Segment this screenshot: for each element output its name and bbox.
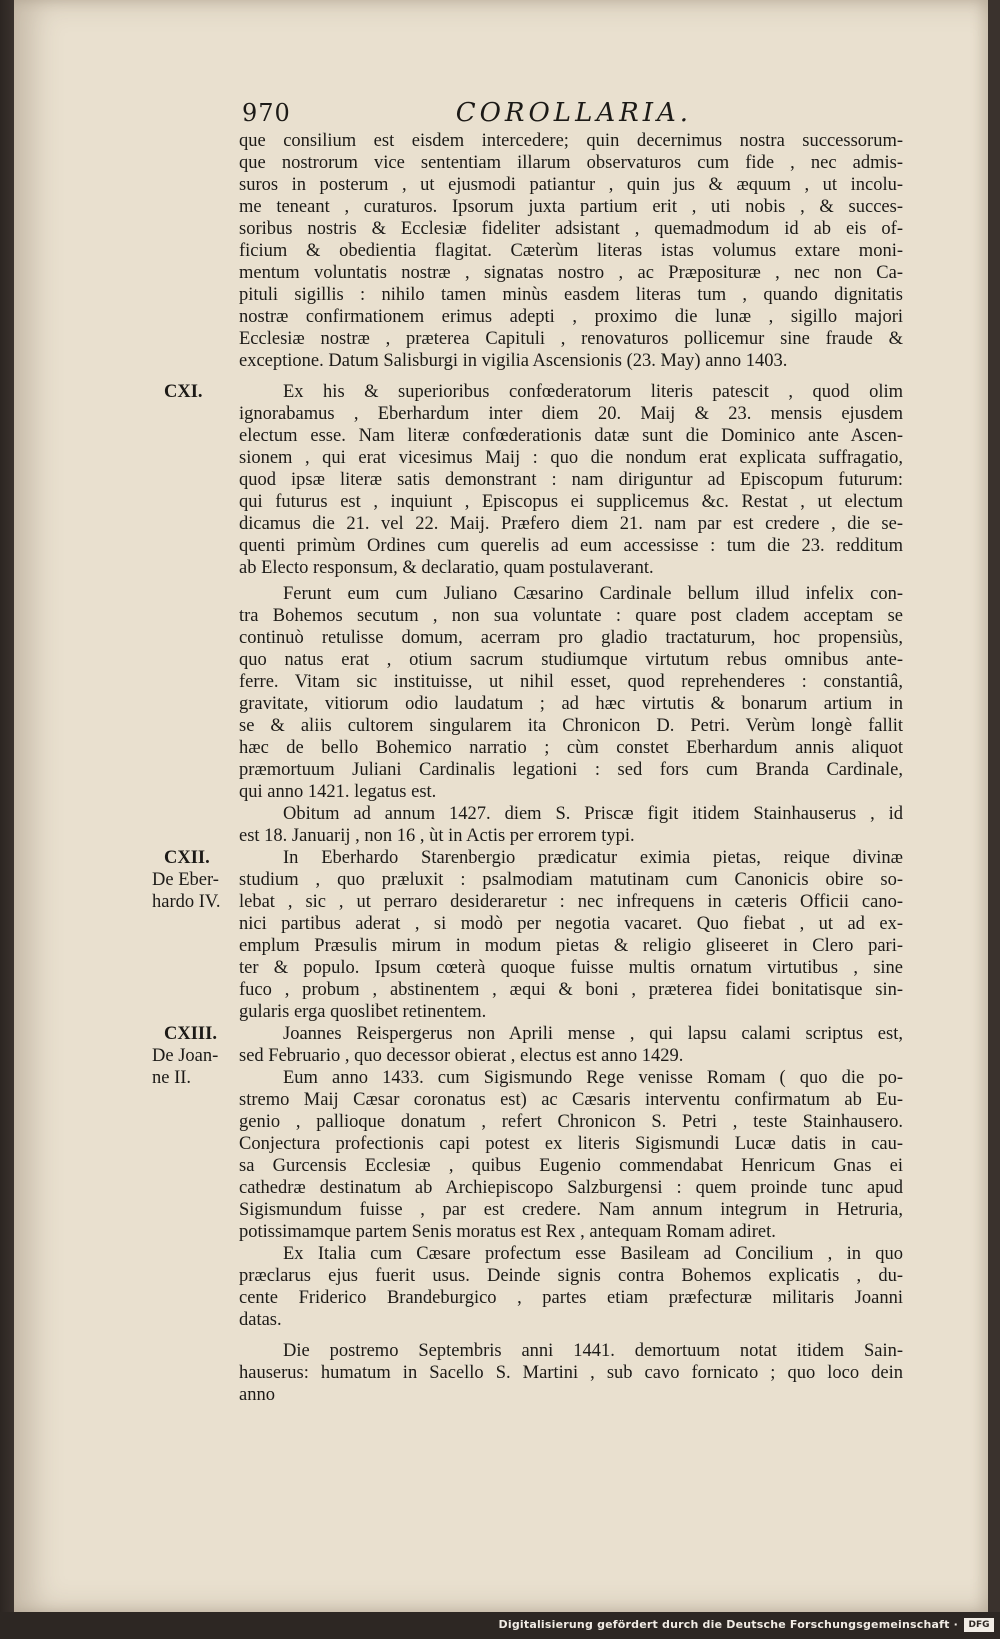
text-line: que nostrorum vice sententiam illarum observaturos cum fide , nec admis- bbox=[239, 153, 903, 173]
viewer-footer bbox=[0, 1612, 1000, 1639]
text-line: gularis erga quoslibet retinentem. bbox=[239, 1002, 487, 1022]
paragraph bbox=[14, 847, 988, 1023]
page-number: 970 bbox=[242, 99, 291, 127]
text-line: ter & populo. Ipsum cœterà quoque fuisse multis ornatum virtutibus , sine bbox=[239, 958, 903, 978]
text-line: præmortuum Juliani Cardinalis legationi : sed fors cum Branda Cardinale, bbox=[239, 760, 903, 780]
text-line: qui anno 1421. legatus est. bbox=[239, 782, 437, 802]
paragraph bbox=[14, 130, 988, 372]
paragraph bbox=[14, 583, 988, 803]
text-line: Ex his & superioribus confœderatorum literis patescit , quod olim bbox=[283, 382, 903, 402]
margin-note: ne II. bbox=[152, 1068, 192, 1088]
text-line: Ecclesiæ nostræ , præterea Capituli , renovaturos pollicemur sine fraude & bbox=[239, 329, 903, 349]
text-line: ficium & obedientia flagitat. Cæterùm literas istas volumus extare moni- bbox=[239, 241, 903, 261]
text-line: me teneant , curaturos. Ipsorum juxta partium erit , uti nobis , & succes- bbox=[239, 197, 903, 217]
text-line: In Eberhardo Starenbergio prædicatur eximia pietas, reique divinæ bbox=[283, 848, 903, 868]
text-line: Die postremo Septembris anni 1441. demortuum notat itidem Sain- bbox=[283, 1341, 903, 1361]
text-line: ignorabamus , Eberhardum inter diem 20. Maij & 23. mensis ejusdem bbox=[239, 404, 903, 424]
paragraph bbox=[14, 1340, 988, 1406]
text-line: quod ipsæ literæ satis demonstrant : nam diriguntur ad Episcopum futurum: bbox=[239, 470, 903, 490]
paragraph bbox=[14, 803, 988, 847]
text-line: potissimamque partem Senis moratus est Rex , antequam Romam adiret. bbox=[239, 1222, 776, 1242]
text-line: Ferunt eum cum Juliano Cæsarino Cardinale bellum illud infelix con- bbox=[283, 584, 903, 604]
text-line: nostræ confirmationem erimus adepti , proximo die lunæ , sigillo majori bbox=[239, 307, 903, 327]
text-line: stremo Maij Cæsar coronatus est) ac Cæsaris interventu confirmatum ab Eu- bbox=[239, 1090, 903, 1110]
paragraph bbox=[14, 381, 988, 579]
text-line: dicamus die 21. vel 22. Maij. Præfero diem 21. nam par est credere , die se- bbox=[239, 514, 903, 534]
text-line: Obitum ad annum 1427. diem S. Priscæ figit itidem Stainhauserus , id bbox=[283, 804, 903, 824]
text-line: genio , pallioque donatum , refert Chronicon S. Petri , teste Stainhausero. bbox=[239, 1112, 903, 1132]
text-line: Eum anno 1433. cum Sigismundo Rege venisse Romam ( quo die po- bbox=[283, 1068, 903, 1088]
text-line: sed Februario , quo decessor obierat , electus est anno 1429. bbox=[239, 1046, 684, 1066]
text-line: quo natus erat , otium sacrum studiumque virtutum rebus omnibus ante- bbox=[239, 650, 903, 670]
text-line: Conjectura profectionis capi potest ex literis Sigismundi Lucæ datis in cau- bbox=[239, 1134, 903, 1154]
text-line: datas. bbox=[239, 1310, 282, 1330]
text-line: cathedræ destinatum ab Archiepiscopo Salzburgensi : quem proinde tunc apud bbox=[239, 1178, 903, 1198]
text-line: studium , quo præluxit : psalmodiam matutinam cum Canonicis obire so- bbox=[239, 870, 903, 890]
text-line: Ex Italia cum Cæsare profectum esse Basileam ad Concilium , in quo bbox=[283, 1244, 903, 1264]
section-number: CXI. bbox=[164, 382, 203, 402]
text-line: sionem , qui erat vicesimus Maij : quo die nondum erat explicata suffragatio, bbox=[239, 448, 903, 468]
text-line: anno bbox=[239, 1385, 275, 1405]
text-line: soribus nostris & Ecclesiæ fideliter adsistant , quemadmodum id ab eis of- bbox=[239, 219, 903, 239]
running-head: COROLLARIA. bbox=[455, 98, 692, 128]
text-line: quenti primùm Ordines cum querelis ad eum accessisse : tum die 23. redditum bbox=[239, 536, 903, 556]
text-line: ferre. Vitam sic instituisse, ut nihil esset, quod reprehenderes : constantiâ, bbox=[239, 672, 903, 692]
section-number: CXIII. bbox=[164, 1024, 217, 1044]
margin-note: hardo IV. bbox=[152, 892, 221, 912]
text-line: que consilium est eisdem intercedere; quin decernimus nostra successorum- bbox=[239, 131, 903, 151]
dfg-logo: DFG bbox=[964, 1618, 994, 1632]
page-body bbox=[14, 130, 988, 1406]
text-line: Sigismundum fuisse , par est credere. Nam annum integrum in Hetruria, bbox=[239, 1200, 903, 1220]
paragraph bbox=[14, 1067, 988, 1243]
text-line: præclarus ejus fuerit usus. Deinde signis contra Bohemos explicatis , du- bbox=[239, 1266, 903, 1286]
text-line: hæc de bello Bohemico narratio ; cùm constet Eberhardum annis aliquot bbox=[239, 738, 903, 758]
text-line: fuco , probum , abstinentem , æqui & boni , præterea fidei bonitatisque sin- bbox=[239, 980, 903, 1000]
text-line: hauserus: humatum in Sacello S. Martini , sub cavo fornicato ; quo loco dein bbox=[239, 1363, 903, 1383]
text-line: electum esse. Nam literæ confœderationis datæ sunt die Dominico ante Ascen- bbox=[239, 426, 903, 446]
text-line: exceptione. Datum Salisburgi in vigilia Ascensionis (23. May) anno 1403. bbox=[239, 351, 788, 371]
page-header bbox=[242, 98, 692, 128]
text-line: nici partibus aderat , si modò per negotia vacaret. Quo fiebat , ut ad ex- bbox=[239, 914, 903, 934]
text-line: est 18. Januarij , non 16 , ùt in Actis per errorem typi. bbox=[239, 826, 635, 846]
text-line: gravitate, vitiorum odio laudatum ; ad hæc virtutis & bonarum artium in bbox=[239, 694, 903, 714]
text-line: sa Gurcensis Ecclesiæ , quibus Eugenio commendabat Henricum Gnas ei bbox=[239, 1156, 903, 1176]
paragraph bbox=[14, 1243, 988, 1331]
text-line: ab Electo responsum, & declaratio, quam postulaverant. bbox=[239, 558, 654, 578]
text-line: mentum voluntatis nostræ , signatas nostro , ac Præposituræ , nec non Ca- bbox=[239, 263, 903, 283]
text-line: Joannes Reispergerus non Aprili mense , qui lapsu calami scriptus est, bbox=[283, 1024, 903, 1044]
text-line: continuò retulisse domum, acerram pro gladio tractaturum, hoc propensiùs, bbox=[239, 628, 903, 648]
text-line: se & aliis cultorem singularem ita Chronicon D. Petri. Verùm longè fallit bbox=[239, 716, 903, 736]
text-line: suros in posterum , ut ejusmodi patiantur , quin jus & æquum , ut incolu- bbox=[239, 175, 903, 195]
margin-note: De Joan- bbox=[152, 1046, 219, 1066]
text-line: lebat , sic , ut perraro desideraretur : nec infrequens in cæteris Officii cano- bbox=[239, 892, 903, 912]
text-line: emplum Præsulis mirum in modum pietas & religio gliseeret in Clero pari- bbox=[239, 936, 903, 956]
margin-note: De Eber- bbox=[152, 870, 219, 890]
page-edge bbox=[988, 0, 1000, 1612]
footer-credit: Digitalisierung gefördert durch die Deutsche Forschungsgemeinschaft · bbox=[498, 1618, 958, 1631]
section-number: CXII. bbox=[164, 848, 210, 868]
text-line: pituli sigillis : nihilo tamen minùs easdem literas tum , quando dignitatis bbox=[239, 285, 903, 305]
text-line: qui futurus est , inquiunt , Episcopus ei supplicemus &c. Restat , ut electum bbox=[239, 492, 903, 512]
book-page bbox=[14, 0, 988, 1612]
text-line: tra Bohemos secutum , non sua voluntate : quare post cladem acceptam se bbox=[239, 606, 903, 626]
text-line: cente Friderico Brandeburgico , partes etiam præfecturæ militaris Joanni bbox=[239, 1288, 903, 1308]
